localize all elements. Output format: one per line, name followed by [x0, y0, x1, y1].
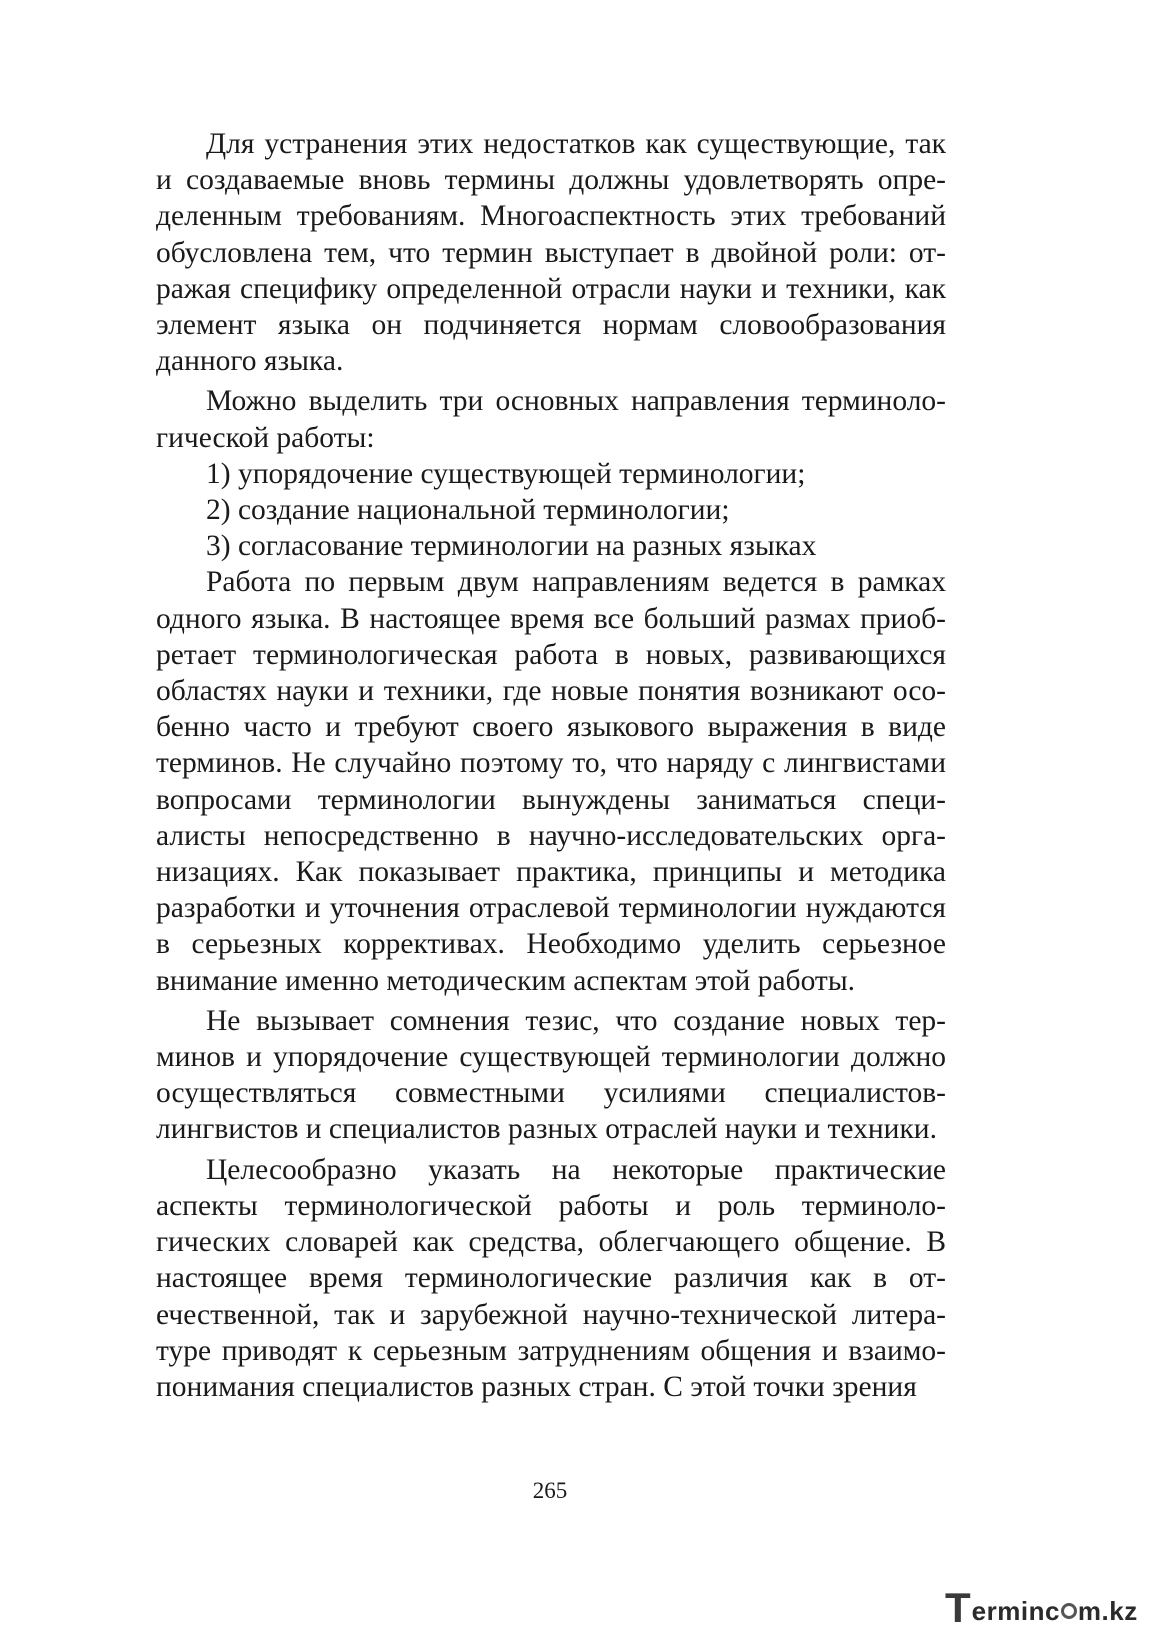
paragraph: Не вызывает сомнения тезис, что создание новых терминов и упорядочение существующей терминологии должно осуществляться совместными усилиями специалистов-лингвистов и специалистов разных отраслей науки и техники. — [156, 1004, 946, 1146]
watermark-letter: T — [945, 1584, 971, 1631]
watermark-text: m.kz — [1077, 1595, 1138, 1626]
magnifier-icon — [1061, 1603, 1077, 1619]
list-item: 3) согласование терминологии на разных языках — [206, 530, 817, 563]
paragraph: Работа по первым двум направлениям ведется в рамках одного языка. В настоящее время все больший размах приобретает терминологическая работа в новых, развивающихся областях науки и техники, где новые понятия возникают особенно часто и требуют своего языкового выражения в виде терминов. Не случайно поэтому то, что наряду с лингвистами вопросами терминологии вынуждены заниматься специалисты непосредственно в научно-исследовательских организациях. Как показывает практика, принципы и методика разработки и уточнения отраслевой терминологии нуждаются в серьезных коррективах. Необходимо уделить серьезное внимание именно методическим аспектам этой работы. — [156, 566, 946, 997]
paragraph: Для устранения этих недостатков как существующие, так и создаваемые вновь термины должны удовлетворять определенным требованиям. Многоаспектность этих требований обусловлена тем, что термин выступает в двойной роли: отражая специфику определенной отрасли науки и техники, как элемент языка он подчиняется нормам словообразования данного языка. — [156, 128, 946, 378]
termincom-watermark-logo — [945, 1584, 1155, 1631]
paragraph: Можно выделить три основных направления терминологической работы: — [156, 385, 946, 454]
page-number: 265 — [532, 1478, 568, 1503]
list-item: 2) создание национальной терминологии; — [206, 494, 730, 527]
list-item: 1) упорядочение существующей терминологии; — [206, 457, 806, 490]
body-text — [156, 126, 946, 1405]
paragraph: Целесообразно указать на некоторые практические аспекты терминологической работы и роль терминологических словарей как средства, облегчающего общение. В настоящее время терминологические различия как в отечественной, так и зарубежной научно-технической литературе приводят к серьезным затруднениям общения и взаимопонимания специалистов разных стран. С этой точки зрения — [156, 1153, 946, 1403]
watermark-text: erminc — [971, 1595, 1060, 1626]
